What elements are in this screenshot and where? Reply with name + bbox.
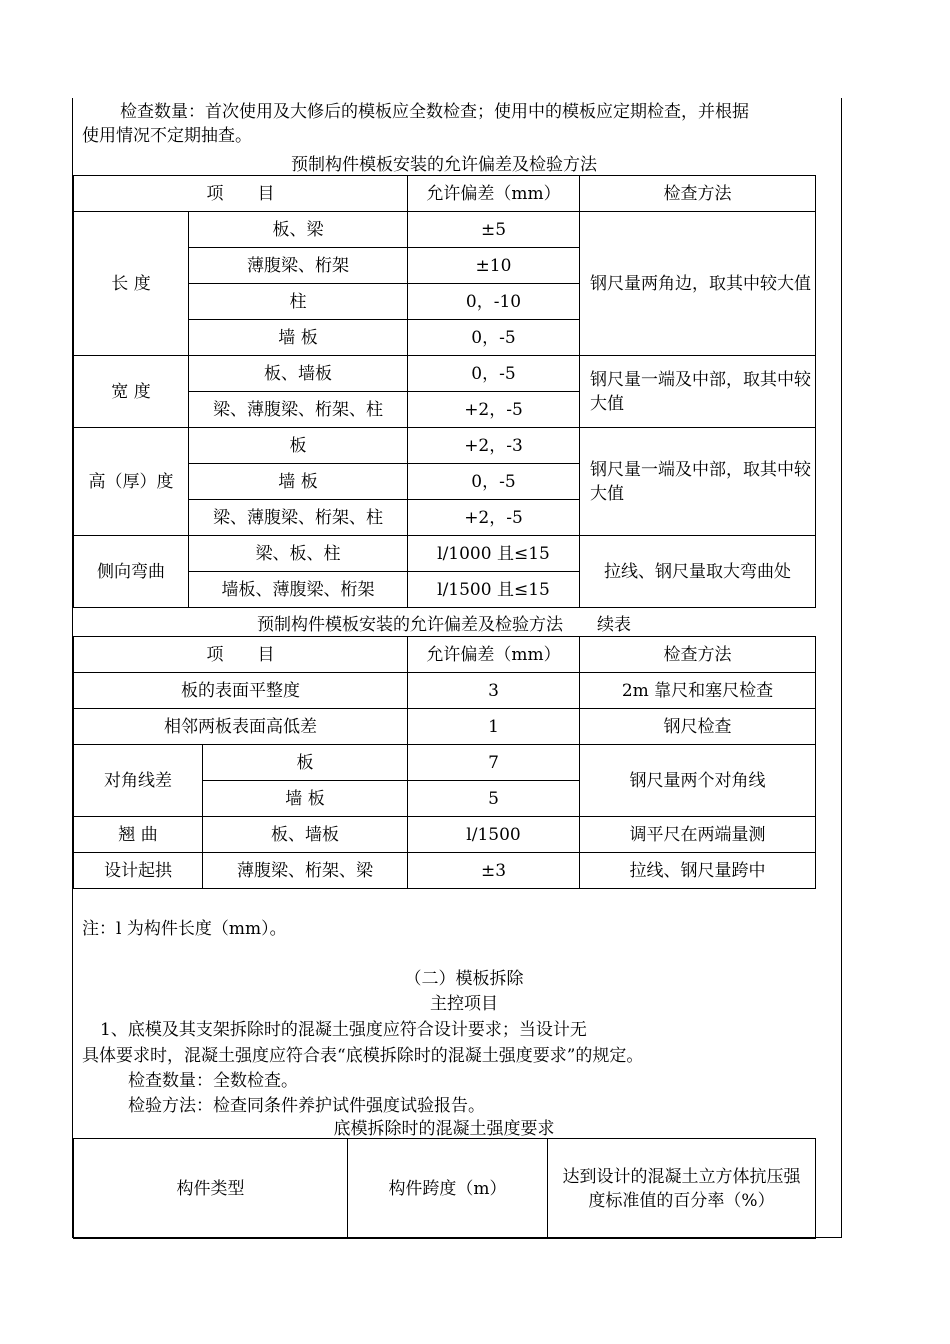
- item-cell: 墙 板: [189, 464, 408, 500]
- table-row: [74, 709, 816, 745]
- item-cell: 板、墙板: [203, 817, 408, 853]
- table3-title: 底模拆除时的混凝土强度要求: [333, 1119, 555, 1139]
- header-item: 项 目: [74, 176, 408, 212]
- table2-title: 预制构件模板安装的允许偏差及检验方法 续表: [257, 615, 631, 635]
- item1-line-2: 具体要求时，混凝土强度应符合表“底模拆除时的混凝土强度要求”的规定。: [82, 1046, 644, 1066]
- group-name: 高（厚）度: [74, 428, 189, 536]
- strength-table: [73, 1138, 816, 1239]
- item-cell: 梁、薄腹梁、桁架、柱: [189, 500, 408, 536]
- header-method: 检查方法: [580, 637, 816, 673]
- group-name: 侧向弯曲: [74, 536, 189, 608]
- item-cell: 墙 板: [203, 781, 408, 817]
- item-cell: 板、梁: [189, 212, 408, 248]
- item-cell: 相邻两板表面高低差: [74, 709, 408, 745]
- item-cell: 梁、薄腹梁、桁架、柱: [189, 392, 408, 428]
- tolerance-cell: ±5: [408, 212, 580, 248]
- item-cell: 梁、板、柱: [189, 536, 408, 572]
- table-row: [74, 428, 816, 464]
- section-subtitle: 主控项目: [430, 994, 498, 1014]
- header-item: 项 目: [74, 637, 408, 673]
- table1-title: 预制构件模板安装的允许偏差及检验方法: [291, 155, 597, 175]
- item-cell: 板、墙板: [189, 356, 408, 392]
- tolerance-cell: l/1000 且≤15: [408, 536, 580, 572]
- item-cell: 墙板、薄腹梁、桁架: [189, 572, 408, 608]
- table-row: [74, 212, 816, 248]
- table-row: [74, 673, 816, 709]
- tolerance-cell: 0，-5: [408, 356, 580, 392]
- group-name: 宽 度: [74, 356, 189, 428]
- table-note: 注：l 为构件长度（mm）。: [82, 919, 287, 939]
- tolerance-table-1: [73, 175, 816, 608]
- table-row: [74, 536, 816, 572]
- method-cell: 钢尺量一端及中部，取其中较大值: [580, 428, 816, 536]
- item-cell: 柱: [189, 284, 408, 320]
- table-row: [74, 853, 816, 889]
- tolerance-cell: 1: [408, 709, 580, 745]
- tolerance-cell: 3: [408, 673, 580, 709]
- group-name: 设计起拱: [74, 853, 203, 889]
- check-method: 检验方法：检查同条件养护试件强度试验报告。: [128, 1096, 485, 1116]
- item-cell: 板: [189, 428, 408, 464]
- header-span: 构件跨度（m）: [348, 1139, 548, 1239]
- tolerance-cell: l/1500: [408, 817, 580, 853]
- header-tolerance: 允许偏差（mm）: [408, 176, 580, 212]
- method-cell: 2m 靠尺和塞尺检查: [580, 673, 816, 709]
- item1-line-1: 1、底模及其支架拆除时的混凝土强度应符合设计要求；当设计无: [100, 1020, 587, 1040]
- item-cell: 墙 板: [189, 320, 408, 356]
- group-name: 翘 曲: [74, 817, 203, 853]
- tolerance-table-2: [73, 636, 816, 889]
- tolerance-cell: +2，-3: [408, 428, 580, 464]
- method-cell: 调平尺在两端量测: [580, 817, 816, 853]
- table-header-row: [74, 1139, 816, 1239]
- method-cell: 钢尺量两个对角线: [580, 745, 816, 817]
- table-header-row: [74, 637, 816, 673]
- tolerance-cell: +2，-5: [408, 500, 580, 536]
- group-name: 长 度: [74, 212, 189, 356]
- method-cell: 拉线、钢尺量跨中: [580, 853, 816, 889]
- group-name: 对角线差: [74, 745, 203, 817]
- tolerance-cell: ±10: [408, 248, 580, 284]
- tolerance-cell: 0，-10: [408, 284, 580, 320]
- intro-line-2: 使用情况不定期抽查。: [82, 126, 252, 146]
- header-tolerance: 允许偏差（mm）: [408, 637, 580, 673]
- header-member-type: 构件类型: [74, 1139, 348, 1239]
- table-row: [74, 356, 816, 392]
- tolerance-cell: 5: [408, 781, 580, 817]
- table-row: [74, 817, 816, 853]
- tolerance-cell: +2，-5: [408, 392, 580, 428]
- tolerance-cell: ±3: [408, 853, 580, 889]
- table-row: [74, 745, 816, 781]
- tolerance-cell: 7: [408, 745, 580, 781]
- tolerance-cell: 0，-5: [408, 320, 580, 356]
- item-cell: 薄腹梁、桁架: [189, 248, 408, 284]
- method-cell: 钢尺量两角边，取其中较大值: [580, 212, 816, 356]
- item-cell: 板的表面平整度: [74, 673, 408, 709]
- check-quantity: 检查数量：全数检查。: [128, 1071, 298, 1091]
- intro-line-1: 检查数量：首次使用及大修后的模板应全数检查；使用中的模板应定期检查，并根据: [120, 102, 749, 122]
- tolerance-cell: l/1500 且≤15: [408, 572, 580, 608]
- header-method: 检查方法: [580, 176, 816, 212]
- method-cell: 钢尺量一端及中部，取其中较大值: [580, 356, 816, 428]
- section-title: （二）模板拆除: [404, 969, 524, 989]
- header-strength-percent: 达到设计的混凝土立方体抗压强度标准值的百分率（%）: [548, 1139, 816, 1239]
- tolerance-cell: 0，-5: [408, 464, 580, 500]
- table-header-row: [74, 176, 816, 212]
- item-cell: 板: [203, 745, 408, 781]
- method-cell: 钢尺检查: [580, 709, 816, 745]
- item-cell: 薄腹梁、桁架、梁: [203, 853, 408, 889]
- method-cell: 拉线、钢尺量取大弯曲处: [580, 536, 816, 608]
